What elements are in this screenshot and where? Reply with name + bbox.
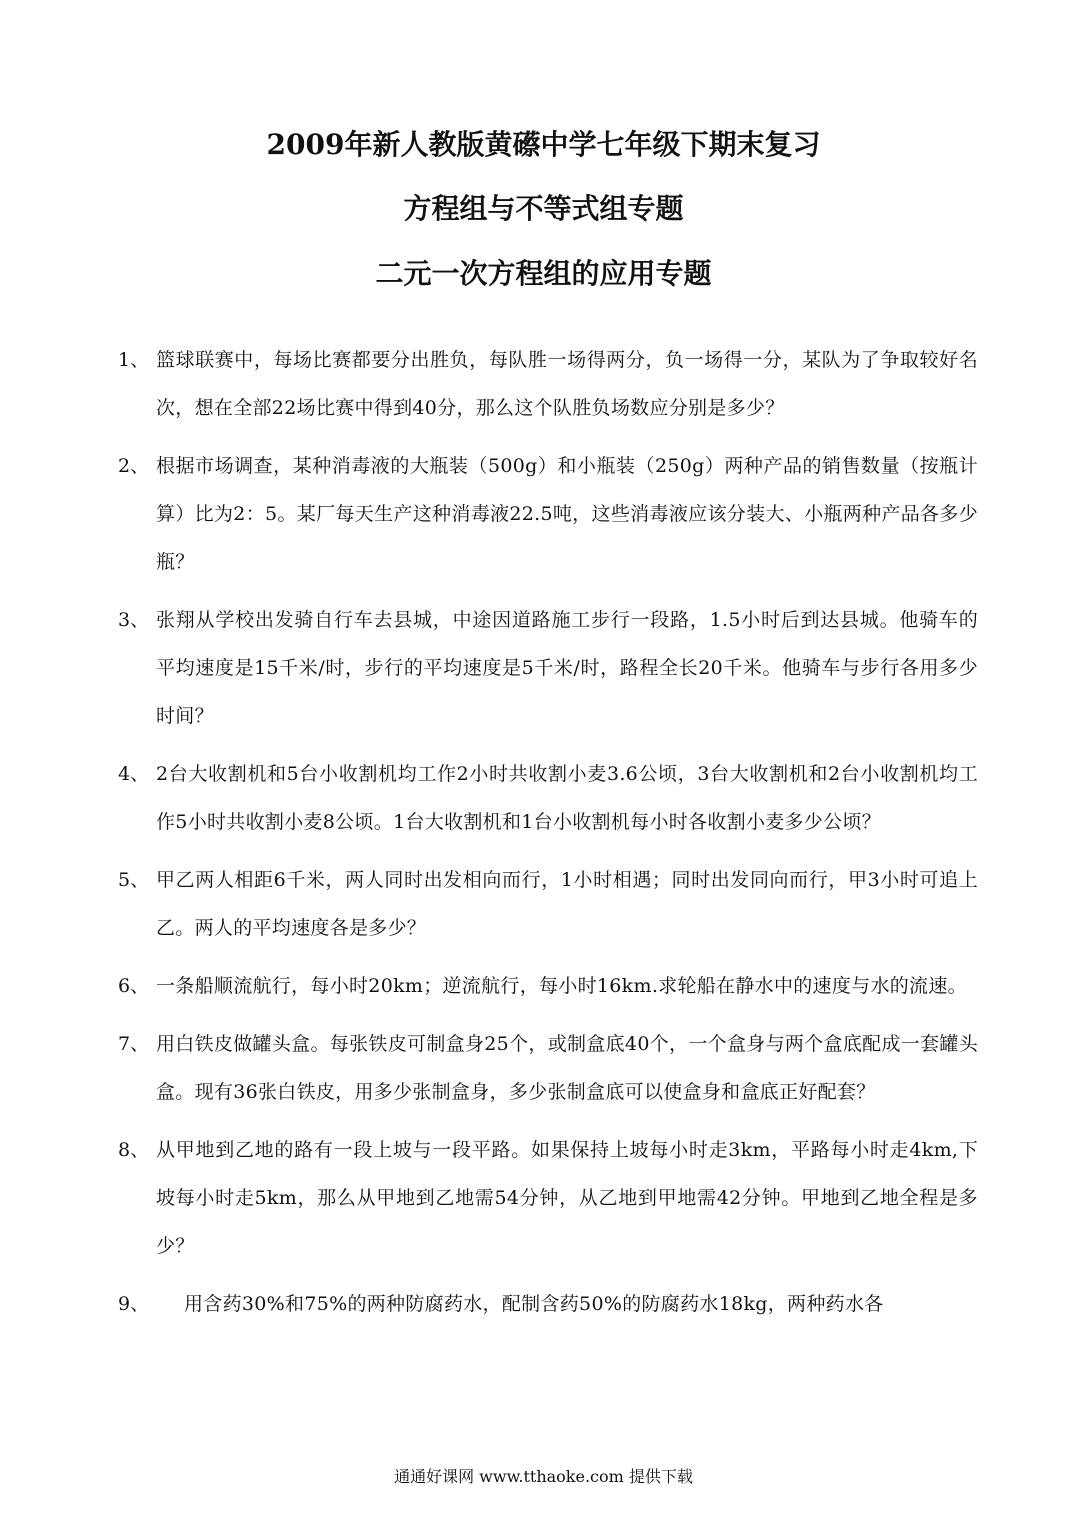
problem-text: 用含药30%和75%的两种防腐药水，配制含药50%的防腐药水18kg，两种药水各 (184, 1293, 884, 1315)
problem-text: 2台大收割机和5台小收割机均工作2小时共收割小麦3.6公顷，3台大收割机和2台小收割机均工作5小时共收割小麦8公顷。1台大收割机和1台小收割机每小时各收割小麦多少公顷？ (156, 763, 978, 833)
problem-item (118, 856, 978, 952)
title-block (0, 128, 1087, 291)
problem-item (118, 750, 978, 846)
problem-text: 根据市场调查，某种消毒液的大瓶装（500g）和小瓶装（250g）两种产品的销售数量（按瓶计算）比为2：5。某厂每天生产这种消毒液22.5吨，这些消毒液应该分装大、小瓶两种产品各多少瓶？ (156, 455, 978, 573)
page-footer: 通通好课网 www.tthaoke.com 提供下载 (394, 1467, 693, 1486)
problem-list (118, 336, 978, 1338)
problem-number: 6、 (118, 975, 150, 997)
problem-text: 张翔从学校出发骑自行车去县城，中途因道路施工步行一段路，1.5小时后到达县城。他骑车的平均速度是15千米/时，步行的平均速度是5千米/时，路程全长20千米。他骑车与步行各用多少时间？ (156, 609, 978, 727)
problem-item (118, 1280, 978, 1328)
problem-number: 4、 (118, 763, 150, 785)
problem-text: 用白铁皮做罐头盒。每张铁皮可制盒身25个，或制盒底40个，一个盒身与两个盒底配成一套罐头盒。现有36张白铁皮，用多少张制盒身，多少张制盒底可以使盒身和盒底正好配套？ (156, 1033, 978, 1103)
problem-item (118, 442, 978, 586)
problem-text: 甲乙两人相距6千米，两人同时出发相向而行，1小时相遇；同时出发同向而行，甲3小时可追上乙。两人的平均速度各是多少？ (156, 869, 978, 939)
problem-item (118, 962, 978, 1010)
problem-number: 3、 (118, 609, 150, 631)
problem-number: 8、 (118, 1139, 150, 1161)
problem-number: 2、 (118, 455, 150, 477)
main-title: 2009年新人教版黄礤中学七年级下期末复习 (266, 128, 821, 161)
problem-item (118, 596, 978, 740)
problem-item (118, 336, 978, 432)
problem-text: 一条船顺流航行，每小时20km；逆流航行，每小时16km.求轮船在静水中的速度与水的流速。 (156, 975, 967, 997)
problem-item (118, 1020, 978, 1116)
subtitle-section: 二元一次方程组的应用专题 (375, 257, 712, 290)
problem-item (118, 1126, 978, 1270)
problem-number: 9、 (118, 1293, 150, 1315)
problem-number: 5、 (118, 869, 150, 891)
problem-text: 篮球联赛中，每场比赛都要分出胜负，每队胜一场得两分，负一场得一分，某队为了争取较好名次，想在全部22场比赛中得到40分，那么这个队胜负场数应分别是多少？ (156, 349, 978, 419)
subtitle-topic: 方程组与不等式组专题 (403, 192, 684, 225)
problem-text: 从甲地到乙地的路有一段上坡与一段平路。如果保持上坡每小时走3km，平路每小时走4km,下坡每小时走5km，那么从甲地到乙地需54分钟，从乙地到甲地需42分钟。甲地到乙地全程是多少？ (156, 1139, 978, 1257)
problem-number: 1、 (118, 349, 150, 371)
problem-number: 7、 (118, 1033, 150, 1055)
